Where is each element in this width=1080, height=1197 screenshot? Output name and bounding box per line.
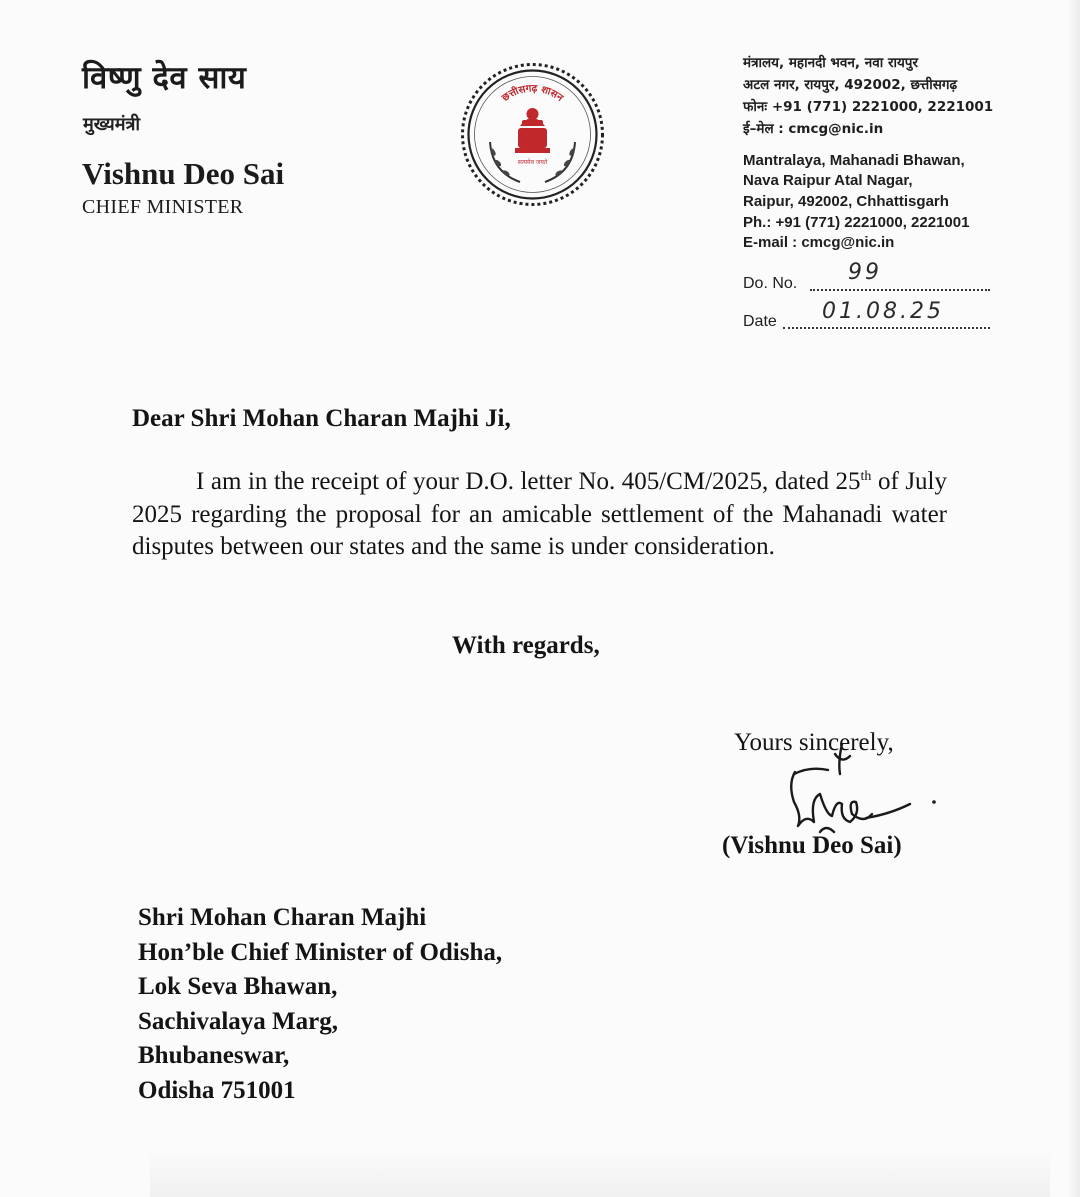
do-number-dotted-line <box>810 289 990 291</box>
do-number-label: Do. No. <box>743 275 798 292</box>
body-superscript: th <box>860 469 872 484</box>
yours-sincerely: Yours sincerely, <box>734 729 894 756</box>
date-dotted-line <box>783 327 990 329</box>
address-hindi-line-3: फोनः +91 (771) 2221000, 2221001 <box>743 99 994 115</box>
emblem-circular-text: छत्तीसगढ़ शासन <box>500 83 565 104</box>
salutation: Dear Shri Mohan Charan Majhi Ji, <box>132 405 511 432</box>
address-hindi-line-2: अटल नगर, रायपुर, 492002, छत्तीसगढ़ <box>743 77 958 93</box>
sender-title-hindi: मुख्यमंत्री <box>83 114 141 135</box>
addressee-line-1: Shri Mohan Charan Majhi <box>138 904 427 931</box>
signer-name: (Vishnu Deo Sai) <box>722 832 902 859</box>
handwritten-signature <box>780 744 950 844</box>
address-english-line-5: E-mail : cmcg@nic.in <box>743 234 895 251</box>
date-value: 01.08.25 <box>822 299 944 324</box>
body-text-part-1: I am in the receipt of your D.O. letter No. 405/CM/2025, dated 25 <box>196 468 861 495</box>
body-text-part-2: of July 2025 regarding the proposal for an amicable settlement of the Mahanadi water disputes between our states and the same is under consideration. <box>132 468 947 560</box>
addressee-line-4: Sachivalaya Marg, <box>138 1007 338 1035</box>
letter-body-paragraph <box>132 466 947 564</box>
addressee-line-2: Hon’ble Chief Minister of Odisha, <box>138 938 503 966</box>
addressee-line-3: Lok Seva Bhawan, <box>138 973 338 1000</box>
address-english-line-1: Mantralaya, Mahanadi Bhawan, <box>743 152 965 169</box>
sender-name-hindi: विष्णु देव साय <box>82 60 247 96</box>
sender-name-english: Vishnu Deo Sai <box>82 156 285 191</box>
address-english-line-2: Nava Raipur Atal Nagar, <box>743 172 913 189</box>
page-bottom-shade <box>150 1150 1050 1197</box>
sender-title-english: CHIEF MINISTER <box>82 196 244 218</box>
do-number-value: 99 <box>848 260 882 285</box>
address-english-line-3: Raipur, 492002, Chhattisgarh <box>743 193 949 210</box>
address-hindi-line-1: मंत्रालय, महानदी भवन, नवा रायपुर <box>743 55 918 71</box>
address-english-line-4: Ph.: +91 (771) 2221000, 2221001 <box>743 214 970 231</box>
page-edge-shadow <box>1066 0 1080 1197</box>
emblem-motto: सत्यमेव जयते <box>517 159 548 166</box>
addressee-line-5: Bhubaneswar, <box>138 1042 290 1069</box>
addressee-block <box>138 901 502 1108</box>
addressee-line-6: Odisha 751001 <box>138 1076 296 1104</box>
chhattisgarh-emblem-seal <box>460 62 605 207</box>
closing-regards: With regards, <box>452 632 600 659</box>
date-label: Date <box>743 313 777 330</box>
address-hindi-line-4: ई–मेल : cmcg@nic.in <box>743 121 884 137</box>
